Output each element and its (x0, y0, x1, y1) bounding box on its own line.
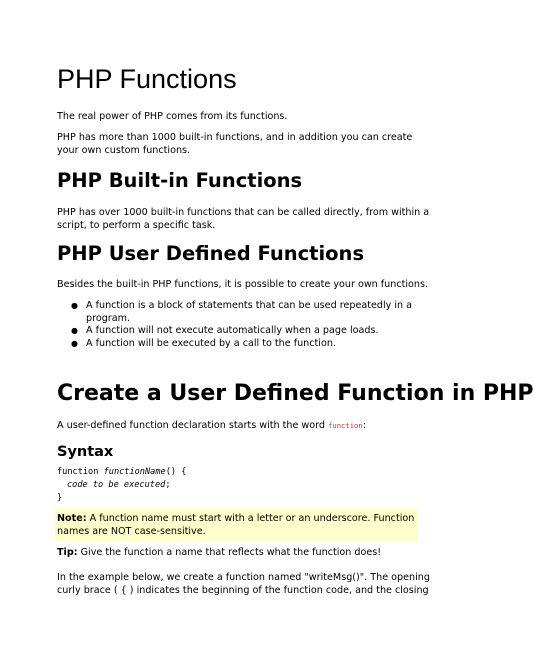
tip-label: Tip: (57, 547, 78, 558)
intro2-line1: PHP has more than 1000 built-in functions, and in addition you can create (57, 132, 413, 143)
builtin-line2: script, to perform a specific task. (57, 220, 216, 231)
userdef-heading: PHP User Defined Functions (57, 242, 365, 265)
bullet-marker: ● (71, 326, 78, 335)
code-line-3: } (57, 493, 63, 503)
create-intro-end: : (362, 420, 366, 431)
page-title: PHP Functions (57, 64, 237, 94)
code-body: code to be executed (67, 480, 166, 490)
example-line2: curly brace ( { ) indicates the beginning of the function code, and the closing (57, 585, 429, 596)
code-punctuation: () { (165, 467, 187, 477)
create-intro (57, 419, 366, 432)
list-item-continued: program. (86, 313, 131, 324)
code-line-2 (67, 479, 171, 492)
note-line2: names are NOT case-sensitive. (57, 526, 206, 537)
note-label: Note: (57, 513, 87, 524)
list-item: A function will not execute automatically when a page loads. (86, 325, 379, 336)
builtin-line1: PHP has over 1000 built-in functions that can be called directly, from within a (57, 207, 430, 218)
intro2-line2: your own custom functions. (57, 145, 191, 156)
keyword-code: function (328, 421, 363, 430)
note-text: A function name must start with a letter or an underscore. Function (89, 513, 415, 524)
tip-text: Give the function a name that reflects what the function does! (80, 547, 382, 558)
create-intro-text: A user-defined function declaration starts with the word (57, 420, 326, 431)
code-line-1 (57, 466, 186, 479)
code-keyword: function (57, 467, 99, 477)
list-item: A function will be executed by a call to the function. (86, 338, 336, 349)
tip-paragraph (57, 546, 381, 559)
create-heading: Create a User Defined Function in PHP (57, 381, 534, 406)
userdef-intro: Besides the built-in PHP functions, it is possible to create your own functions. (57, 279, 429, 290)
example-line1: In the example below, we create a function named "writeMsg()". The opening (57, 572, 430, 583)
code-semicolon: ; (165, 480, 171, 490)
bullet-marker: ● (71, 301, 78, 310)
builtin-heading: PHP Built-in Functions (57, 169, 303, 192)
list-item: A function is a block of statements that can be used repeatedly in a (86, 300, 413, 311)
bullet-marker: ● (71, 339, 78, 348)
code-function-name: functionName (103, 467, 166, 477)
note-line1 (57, 512, 414, 525)
intro-paragraph: The real power of PHP comes from its functions. (57, 111, 288, 122)
syntax-heading: Syntax (57, 444, 114, 460)
